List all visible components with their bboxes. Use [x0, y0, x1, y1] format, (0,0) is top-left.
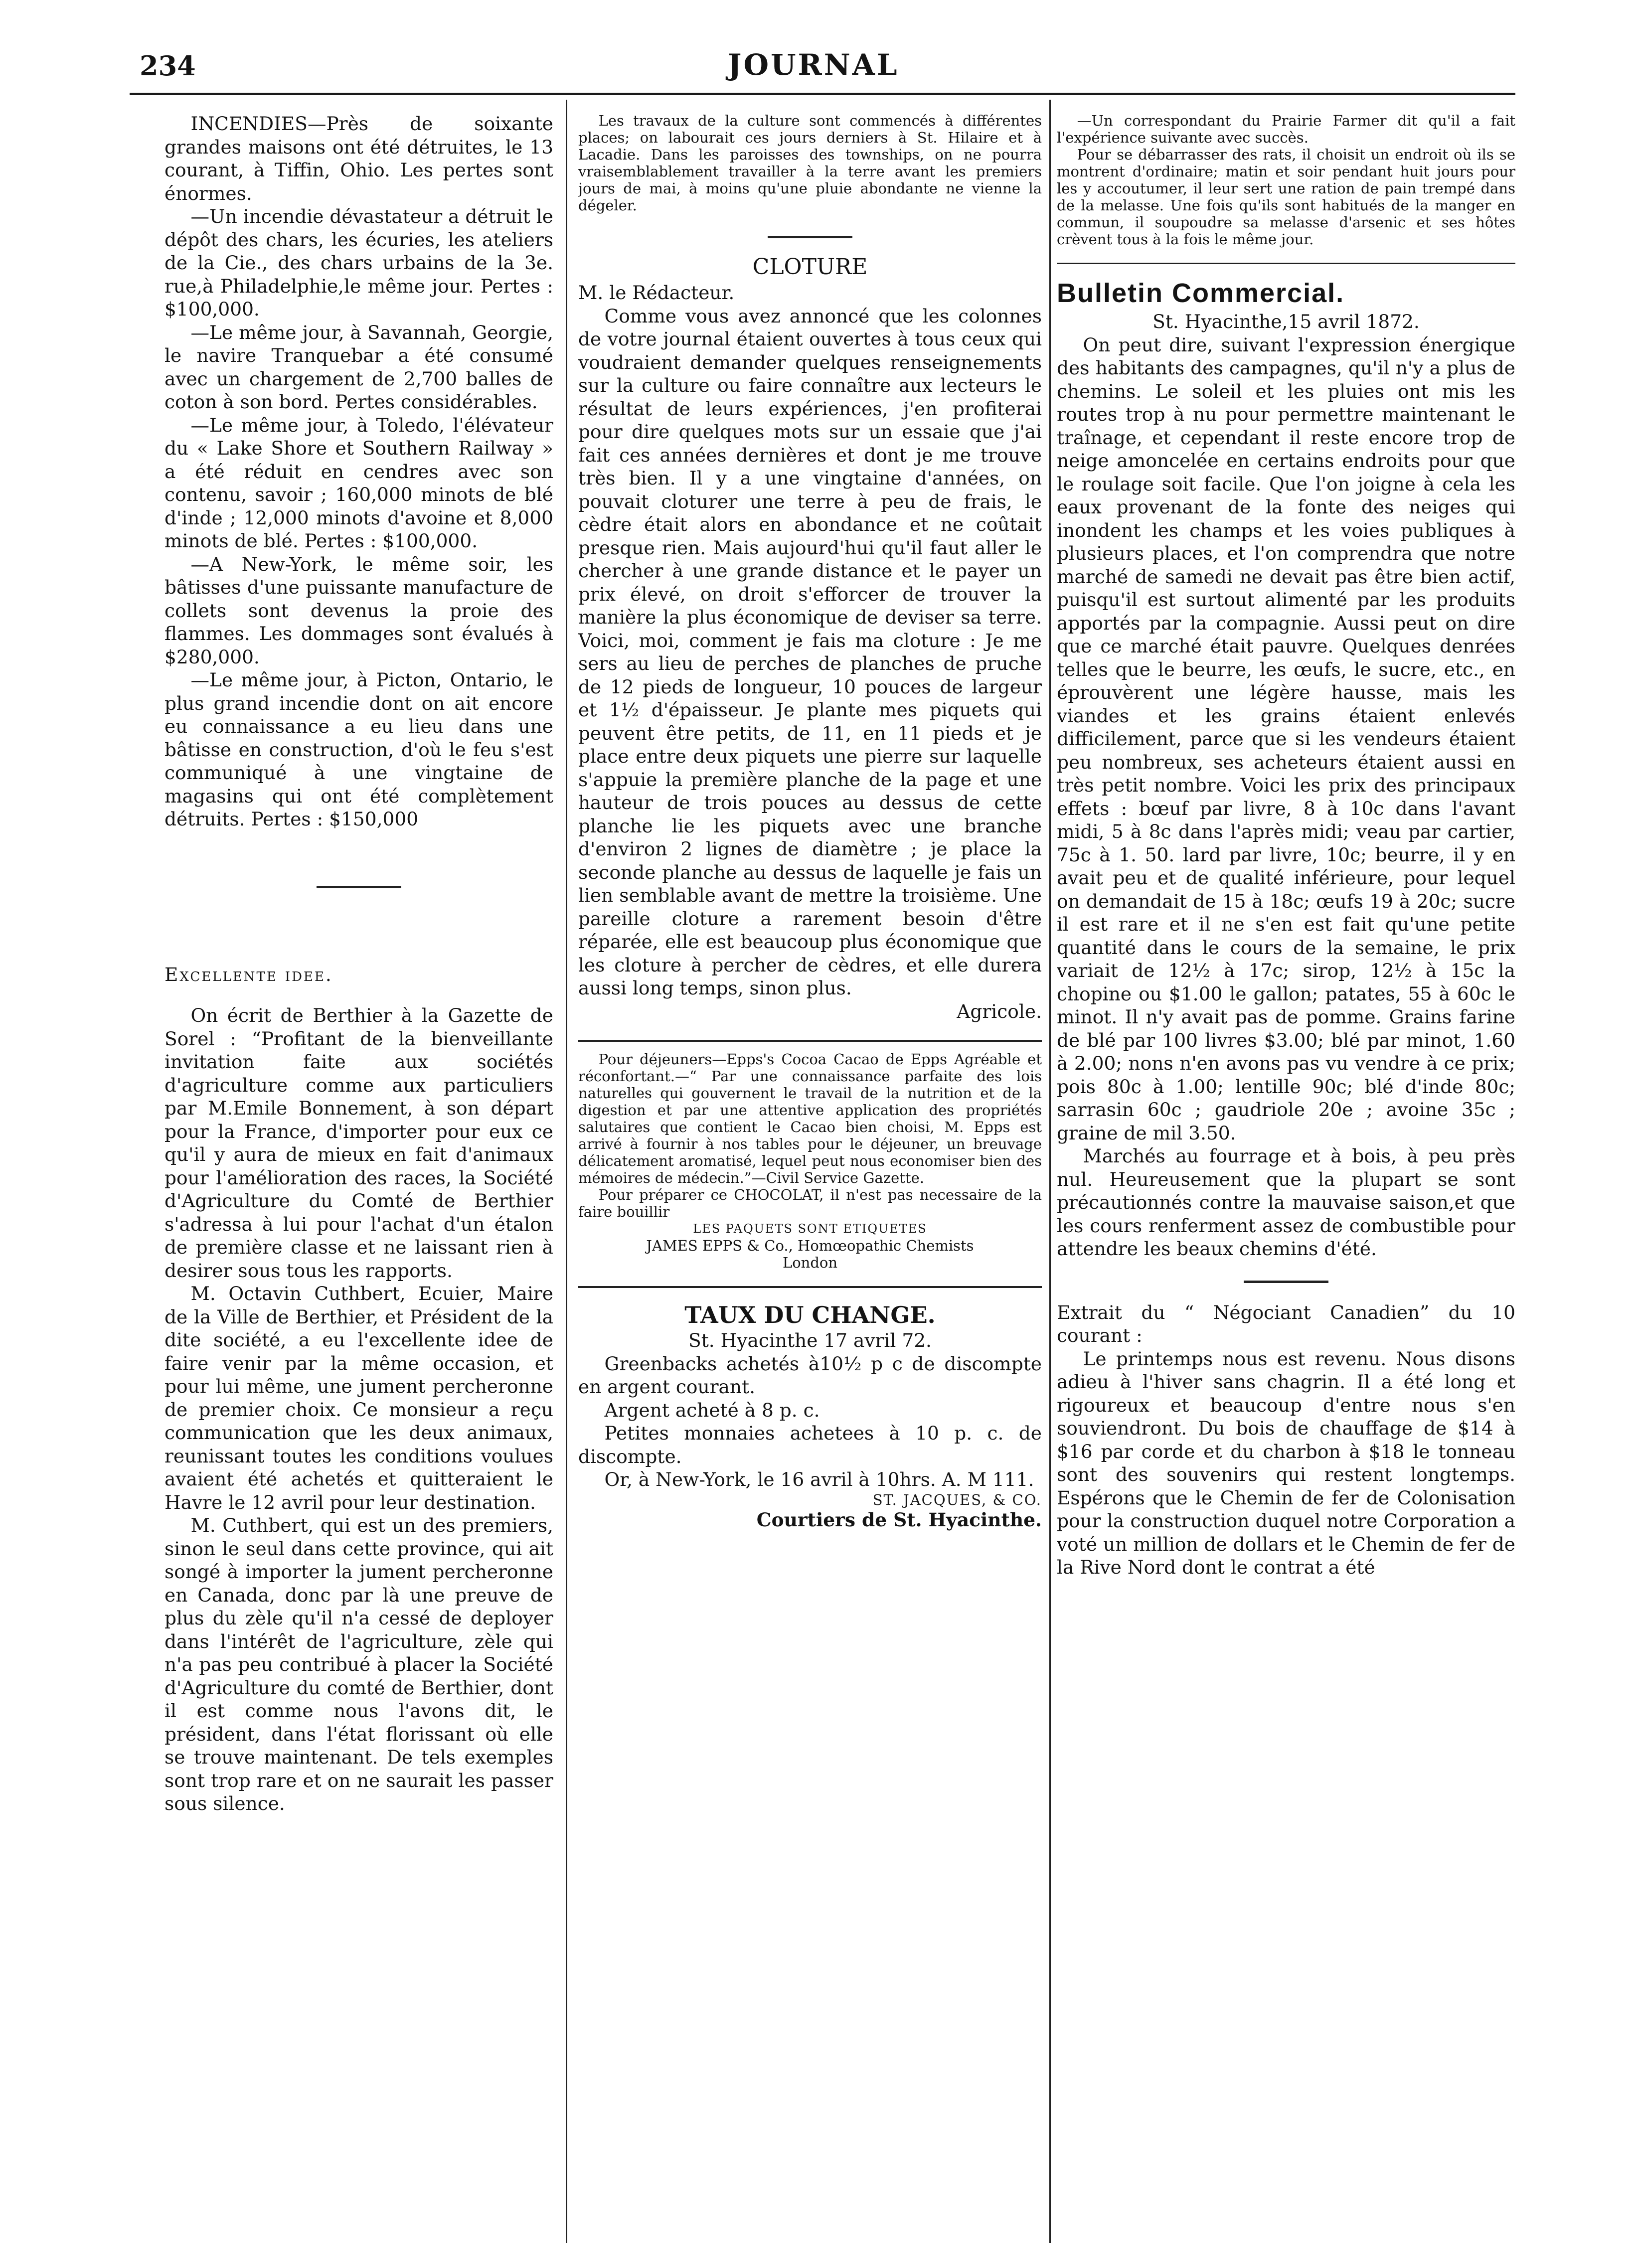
ad-top-rule — [578, 1040, 1042, 1042]
article-berthier-3: M. Cuthbert, qui est un des premiers, sinon le seul dans cette province, qui ait songé à importer la jument percheronne en Canada, donc par là une preuve de plus du zèle qu'il n'a cessé de deployer dans l'intérêt de l'agriculture, zèle qui n'a pas peu contribué à placer la Société d'Agriculture du comté de Berthier, dont il est comme nous l'avons dit, le président, dans l'état florissant où elle se trouve maintenant. De tels exemples sont trop rare et on ne saurait les passer sous silence. — [164, 1514, 553, 1814]
heading-bulletin-commercial: Bulletin Commercial. — [1057, 278, 1345, 308]
ad-epps-cocoa: Pour déjeuners—Epps's Cocoa Cacao de Epps Agréable et réconfortant.—“ Par une connaissance parfaite des lois naturelles qui gouvernent le travail de la nutrition et de la digestion et par une attentive application des propriétés salutaires que contient le Cacao bien choisi, M. Epps est arrivé à fournir à nos tables pour le déjeuner, un breuvage délicatement aromatisé, lequel peut nous economiser bien des mémoires de médecin.”—Civil Service Gazette. — [578, 1051, 1042, 1186]
brokers-name: ST. JACQUES, & CO. — [872, 1491, 1042, 1508]
article-travaux-culture: Les travaux de la culture sont commencés à différentes places; on labourait ces jours derniers à St. Hilaire et à Lacadie. Dans les paroisses des townships, on ne pourra vraisemblablement travailler à la terre avant les premiers jours de mai, à moins qu'une pluie abondante ne vienne la dégeler. — [578, 112, 1042, 214]
journal-title: JOURNAL — [728, 48, 899, 82]
brokers-title: Courtiers de St. Hyacinthe. — [756, 1508, 1042, 1531]
ad-bottom-rule — [578, 1286, 1042, 1288]
ad-epps-company: JAMES EPPS & Co., Homœopathic Chemists — [646, 1237, 974, 1254]
article-cloture: Comme vous avez annoncé que les colonnes de votre journal étaient ouvertes à tous ceux qui voudraient demander quelques renseignements sur la culture ou faire connaître aux lecteurs le résultat de leurs expériences, j'en profiterai pour dire quelques mots sur un essaie que j'ai fait ces années dernières et dont je me trouve très bien. Il y a une vingtaine d'années, on pouvait cloturer une terre à peu de frais, le cèdre était alors en abondance et ne coûtait presque rien. Mais aujourd'hui qu'il faut aller le chercher à une grande distance et le payer un prix élevé, on droit s'efforcer de trouver la manière la plus économique de deviser sa terre. Voici, moi, comment je fais ma cloture : Je me sers au lieu de perches de planches de pruche de 12 pieds de longueur, 10 pouces de largeur et 1½ d'épaisseur. Je plante mes piquets qui peuvent être petits, de 11, en 11 pieds et je place entre deux piquets une pierre sur laquelle s'appuie la première planche de la page et une hauteur de trois pouces au dessus de cette planche lie les piquets avec une branche d'environ 2 lignes de diamètre ; je place la seconde planche au dessus de laquelle je fais un lien semblable avant de mettre la troisième. Une pareille cloture a rarement besoin d'être réparée, elle est beaucoup plus économique que les cloture à percher de cèdres, et elle durera aussi long temps, sinon plus. — [578, 305, 1042, 999]
heading-excellente-idee: Excellente idee. — [164, 963, 333, 985]
salutation: M. le Rédacteur. — [578, 282, 735, 304]
rate-or-new-york: Or, à New-York, le 16 avril à 10hrs. A. M 111. — [604, 1468, 1034, 1490]
ad-paquets: LES PAQUETS SONT ETIQUETES — [693, 1222, 927, 1236]
rate-petites-monnaies: Petites monnaies achetees à 10 p. c. de discompte. — [578, 1422, 1042, 1467]
heading-taux-du-change: TAUX DU CHANGE. — [684, 1301, 936, 1328]
article-berthier-2: M. Octavin Cuthbert, Ecuier, Maire de la Ville de Berthier, et Président de la dite société, a eu l'excellente idee de faire venir par la même occasion, et pour lui même, une jument percheronne de premier choix. Ce monsieur a reçu communication que les deux animaux, reunissant toutes les conditions voulues avaient été achetés et quitteraient le Havre le 12 avril pour leur destination. — [164, 1283, 553, 1513]
rate-greenbacks: Greenbacks achetés à10½ p c de discompte en argent courant. — [578, 1352, 1042, 1398]
article-new-york: —A New-York, le même soir, les bâtisses d'une puissante manufacture de collets sont devenus la proie des flammes. Les dommages sont évalués à $280,000. — [164, 553, 553, 668]
section-divider — [1244, 1281, 1328, 1283]
section-divider — [317, 886, 401, 888]
article-savannah: —Le même jour, à Savannah, Georgie, le navire Tranquebar a été consumé avec un chargement de 2,700 balles de coton à son bord. Pertes considérables. — [164, 321, 553, 413]
column-rule-2 — [1049, 100, 1051, 2243]
article-rats: Pour se débarrasser des rats, il choisit un endroit où ils se montrent d'ordinaire; matin et soir pendant huit jours pour les y accoutumer, il leur sert une ration de pain trempé dans de la melasse. Une fois qu'ils sont habitués de la manger en commun, il soupoudre sa melasse d'arsenic et ses hôtes crèvent tous à la fois le même jour. — [1057, 146, 1515, 248]
bulletin-fourrage: Marchés au fourrage et à bois, à peu près nul. Heureusement que la plupart se sont précautionnés contre la mauvaise saison,et que les cours renferment assez de combustible pour attendre les beaux chemins d'été. — [1057, 1145, 1515, 1260]
column-1 — [164, 112, 553, 2241]
ad-london: London — [782, 1254, 838, 1271]
article-incendies: INCENDIES—Près de soixante grandes maisons ont été détruites, le 13 courant, à Tiffin, Ohio. Les pertes sont énormes. — [164, 113, 553, 204]
page-number: 234 — [140, 50, 196, 82]
article-philadelphie: —Un incendie dévastateur a détruit le dépôt des chars, les écuries, les ateliers de la Cie., des chars urbains de la 3e. rue,à Philadelphie,le même jour. Pertes : $100,000. — [164, 205, 553, 320]
column-2 — [578, 112, 1042, 2241]
header-rule — [130, 93, 1515, 95]
change-date: St. Hyacinthe 17 avril 72. — [688, 1329, 932, 1351]
section-divider — [768, 236, 852, 238]
article-picton: —Le même jour, à Picton, Ontario, le plus grand incendie dont on ait encore eu connaissance a eu lieu dans une bâtisse en construction, d'où le feu s'est communiqué à une vingtaine de magasins qui ont été complètement détruits. Pertes : $150,000 — [164, 669, 553, 830]
heading-cloture: CLOTURE — [752, 254, 868, 280]
ad-chocolat: Pour préparer ce CHOCOLAT, il n'est pas necessaire de la faire bouillir — [578, 1186, 1042, 1220]
article-prairie-farmer: —Un correspondant du Prairie Farmer dit qu'il a fait l'expérience suivante avec succès. — [1057, 112, 1515, 146]
column-3 — [1057, 112, 1515, 2241]
article-toledo: —Le même jour, à Toledo, l'élévateur du « Lake Shore et Southern Railway » a été réduit en cendres avec son contenu, savoir ; 160,000 minots de blé d'inde ; 12,000 minots d'avoine et 8,000 minots de blé. Pertes : $100,000. — [164, 414, 553, 552]
extrait-negociant: Extrait du “ Négociant Canadien” du 10 courant : — [1057, 1301, 1515, 1346]
bulletin-marche: On peut dire, suivant l'expression énergique des habitants des campagnes, qu'il n'y a plus de chemins. Le soleil et les pluies ont mis les routes trop à nu pour permettre maintenant le traînage, et cependant il reste encore trop de neige amoncelée en certains endroits pour que le roulage soit facile. Que l'on joigne à cela les eaux provenant de la fonte des neiges qui inondent les champs et les voies publiques à plusieurs places, et l'on comprendra que notre marché de samedi ne devait pas être bien actif, puisqu'il est surtout alimenté par les produits apportés par la compagnie. Aussi peut on dire que ce marché était pauvre. Quelques denrées telles que le beurre, les œufs, le sucre, etc., en éprouvèrent une légère hausse, mais les viandes et les grains étaient enlevés difficilement, parce que si les vendeurs étaient peu nombreux, ses acheteurs étaient aussi en très petit nombre. Voici les prix des principaux effets : bœuf par livre, 8 à 10c dans l'avant midi, 5 à 8c dans l'après midi; veau par cartier, 75c à 1. 50. lard par livre, 10c; beurre, il y en avait peu et de qualité inférieure, pour lequel on demandait de 15 à 18c; œufs 19 à 20c; sucre il est rare et il ne s'en est fait qu'une petite quantité dans le cours de la semaine, le prix variait de 12½ à 17c; sirop, 12½ à 15c la chopine ou $1.00 le gallon; patates, 55 à 60c le minot. Il n'y avait pas de pomme. Grains farine de blé par 100 livres $3.00; blé par minot, 1.60 à 2.00; nons n'en avons pas vu vendre à ce prix; pois 80c à 1.00; lentille 90c; blé d'inde 80c; sarrasin 60c ; gaudriole 20e ; avoine 35c ; graine de mil 3.50. — [1057, 333, 1515, 1144]
section-divider — [1057, 263, 1515, 264]
rate-argent: Argent acheté à 8 p. c. — [604, 1399, 820, 1421]
signature-agricole: Agricole. — [957, 1000, 1042, 1022]
article-printemps: Le printemps nous est revenu. Nous disons adieu à l'hiver sans chagrin. Il a été long et rigoureux et beaucoup d'entre nous s'en souviendront. Du bois de chauffage de $14 à $16 par corde et du charbon à $18 le tonneau sont des souvenirs qui restent longtemps. Espérons que le Chemin de fer de Colonisation pour la construction duquel notre Corporation a voté un million de dollars et le Chemin de fer de la Rive Nord dont le contrat a été — [1057, 1347, 1515, 1578]
column-rule-1 — [566, 100, 567, 2243]
bulletin-dateline: St. Hyacinthe,15 avril 1872. — [1152, 311, 1420, 332]
article-berthier-1: On écrit de Berthier à la Gazette de Sorel : “Profitant de la bienveillante invitation faite aux sociétés d'agriculture comme aux particuliers par M.Emile Bonnement, à son départ pour la France, d'importer pour eux ce qu'il y aura de mieux en fait d'animaux pour l'amélioration des races, la Société d'Agriculture du Comté de Berthier s'adressa à lui pour l'achat d'un étalon de première classe et ne laissant rien à desirer sous tous les rapports. — [164, 1004, 553, 1282]
